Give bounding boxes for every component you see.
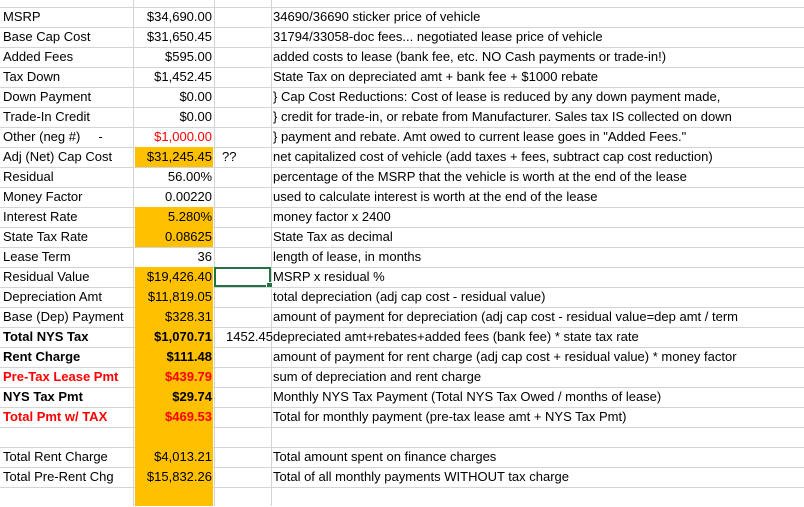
note-cell[interactable]: 34690/36690 sticker price of vehicle bbox=[273, 9, 481, 24]
row-state-tax-rate bbox=[0, 227, 804, 247]
value-cell[interactable]: $111.48 bbox=[135, 347, 213, 367]
note-cell[interactable]: } credit for trade-in, or rebate from Manufacturer. Sales tax IS collected on down bbox=[273, 109, 732, 124]
value-cell[interactable]: $0.00 bbox=[179, 109, 212, 124]
note-cell[interactable]: State Tax as decimal bbox=[273, 229, 393, 244]
value-cell[interactable] bbox=[135, 427, 213, 447]
label-cell[interactable]: Money Factor bbox=[3, 189, 83, 204]
note-cell[interactable]: money factor x 2400 bbox=[273, 209, 391, 224]
value-cell[interactable]: $19,426.40 bbox=[135, 267, 213, 287]
row-residual-value bbox=[0, 267, 804, 287]
note-cell[interactable]: Total for monthly payment (pre-tax lease amt + NYS Tax Pmt) bbox=[273, 409, 627, 424]
row-msrp bbox=[0, 7, 804, 27]
value-cell[interactable]: $439.79 bbox=[135, 367, 213, 387]
label-cell[interactable]: Down Payment bbox=[3, 89, 92, 104]
extra-cell[interactable]: 1452.45 bbox=[226, 329, 273, 344]
label-cell[interactable]: Rent Charge bbox=[3, 349, 81, 364]
value-cell[interactable]: $469.53 bbox=[135, 407, 213, 427]
value-cell[interactable]: $1,452.45 bbox=[154, 69, 212, 84]
row-blank bbox=[0, 427, 804, 447]
row-total-nys-tax bbox=[0, 327, 804, 347]
value-cell[interactable]: $0.00 bbox=[179, 89, 212, 104]
note-cell[interactable]: added costs to lease (bank fee, etc. NO Cash payments or trade-in!) bbox=[273, 49, 667, 64]
label-cell[interactable]: MSRP bbox=[3, 9, 41, 24]
value-cell[interactable]: $31,650.45 bbox=[146, 29, 212, 44]
row-pre-tax-lease-pmt bbox=[0, 367, 804, 387]
row-total-rent-charge bbox=[0, 447, 804, 467]
row-nys-tax-pmt bbox=[0, 387, 804, 407]
label-cell[interactable]: Other (neg #) - bbox=[3, 129, 103, 144]
label-cell[interactable]: Total Pmt w/ TAX bbox=[3, 409, 108, 424]
value-cell[interactable]: 56.00% bbox=[167, 169, 212, 184]
note-cell[interactable]: } Cap Cost Reductions: Cost of lease is reduced by any down payment made, bbox=[273, 89, 721, 104]
value-cell[interactable]: 0.00220 bbox=[165, 189, 212, 204]
row-rent-charge bbox=[0, 347, 804, 367]
value-cell[interactable] bbox=[135, 487, 213, 506]
label-cell[interactable]: Base Cap Cost bbox=[3, 29, 91, 44]
value-cell[interactable]: $11,819.05 bbox=[135, 287, 213, 307]
note-cell[interactable]: depreciated amt+rebates+added fees (bank fee) * state tax rate bbox=[273, 329, 639, 344]
row-total-pmt-with-tax bbox=[0, 407, 804, 427]
label-cell[interactable]: Pre-Tax Lease Pmt bbox=[3, 369, 119, 384]
note-cell[interactable]: Total amount spent on finance charges bbox=[273, 449, 497, 464]
label-cell[interactable]: Tax Down bbox=[3, 69, 61, 84]
label-cell[interactable]: Total NYS Tax bbox=[3, 329, 89, 344]
note-cell[interactable]: used to calculate interest is worth at the end of the lease bbox=[273, 189, 598, 204]
row-interest-rate bbox=[0, 207, 804, 227]
row-empty bbox=[0, 487, 804, 507]
value-cell[interactable]: $328.31 bbox=[135, 307, 213, 327]
note-cell[interactable]: net capitalized cost of vehicle (add taxes + fees, subtract cap cost reduction) bbox=[273, 149, 713, 164]
value-cell[interactable]: $34,690.00 bbox=[146, 9, 212, 24]
note-cell[interactable]: Monthly NYS Tax Payment (Total NYS Tax Owed / months of lease) bbox=[273, 389, 662, 404]
label-cell[interactable]: Total Pre-Rent Chg bbox=[3, 469, 114, 484]
row-other bbox=[0, 127, 804, 147]
row-lease-term bbox=[0, 247, 804, 267]
note-cell[interactable]: State Tax on depreciated amt + bank fee + $1000 rebate bbox=[273, 69, 598, 84]
label-cell[interactable]: NYS Tax Pmt bbox=[3, 389, 83, 404]
label-cell[interactable]: State Tax Rate bbox=[3, 229, 89, 244]
row-total-pre-rent-chg bbox=[0, 467, 804, 487]
value-cell[interactable]: $29.74 bbox=[135, 387, 213, 407]
note-cell[interactable]: MSRP x residual % bbox=[273, 269, 385, 284]
note-cell[interactable]: amount of payment for depreciation (adj cap cost - residual value=dep amt / term bbox=[273, 309, 738, 324]
label-cell[interactable]: Added Fees bbox=[3, 49, 74, 64]
row-base-cap-cost bbox=[0, 27, 804, 47]
row-adj-cap-cost bbox=[0, 147, 804, 167]
value-cell[interactable]: $1,070.71 bbox=[135, 327, 213, 347]
value-cell[interactable]: $15,832.26 bbox=[135, 467, 213, 487]
row-trade-in-credit bbox=[0, 107, 804, 127]
value-cell[interactable]: $4,013.21 bbox=[135, 447, 213, 467]
value-cell[interactable]: $31,245.45 bbox=[135, 147, 213, 167]
label-cell[interactable]: Depreciation Amt bbox=[3, 289, 102, 304]
note-cell[interactable]: amount of payment for rent charge (adj cap cost + residual value) * money factor bbox=[273, 349, 737, 364]
value-cell[interactable]: 5.280% bbox=[135, 207, 213, 227]
label-cell[interactable]: Base (Dep) Payment bbox=[3, 309, 124, 324]
note-cell[interactable]: length of lease, in months bbox=[273, 249, 422, 264]
value-cell[interactable]: 36 bbox=[197, 249, 212, 264]
label-cell[interactable]: Interest Rate bbox=[3, 209, 78, 224]
label-cell[interactable]: Residual bbox=[3, 169, 54, 184]
extra-cell[interactable]: ?? bbox=[222, 149, 237, 164]
selected-cell[interactable] bbox=[214, 267, 271, 287]
note-cell[interactable]: Total of all monthly payments WITHOUT tax charge bbox=[273, 469, 569, 484]
note-cell[interactable]: } payment and rebate. Amt owed to current lease goes in "Added Fees." bbox=[273, 129, 687, 144]
label-cell[interactable]: Adj (Net) Cap Cost bbox=[3, 149, 113, 164]
label-cell[interactable]: Lease Term bbox=[3, 249, 71, 264]
value-cell[interactable]: $1,000.00 bbox=[154, 129, 212, 144]
label-cell[interactable]: Residual Value bbox=[3, 269, 90, 284]
note-cell[interactable]: 31794/33058-doc fees... negotiated lease price of vehicle bbox=[273, 29, 603, 44]
row-money-factor bbox=[0, 187, 804, 207]
label-cell[interactable]: Total Rent Charge bbox=[3, 449, 108, 464]
value-cell[interactable]: $595.00 bbox=[165, 49, 212, 64]
label-cell[interactable]: Trade-In Credit bbox=[3, 109, 90, 124]
row-residual bbox=[0, 167, 804, 187]
row-added-fees bbox=[0, 47, 804, 67]
row-down-payment bbox=[0, 87, 804, 107]
row-base-dep-payment bbox=[0, 307, 804, 327]
note-cell[interactable]: total depreciation (adj cap cost - residual value) bbox=[273, 289, 546, 304]
note-cell[interactable]: sum of depreciation and rent charge bbox=[273, 369, 482, 384]
row-depreciation-amt bbox=[0, 287, 804, 307]
note-cell[interactable]: percentage of the MSRP that the vehicle is worth at the end of the lease bbox=[273, 169, 687, 184]
row-tax-down bbox=[0, 67, 804, 87]
value-cell[interactable]: 0.08625 bbox=[135, 227, 213, 247]
